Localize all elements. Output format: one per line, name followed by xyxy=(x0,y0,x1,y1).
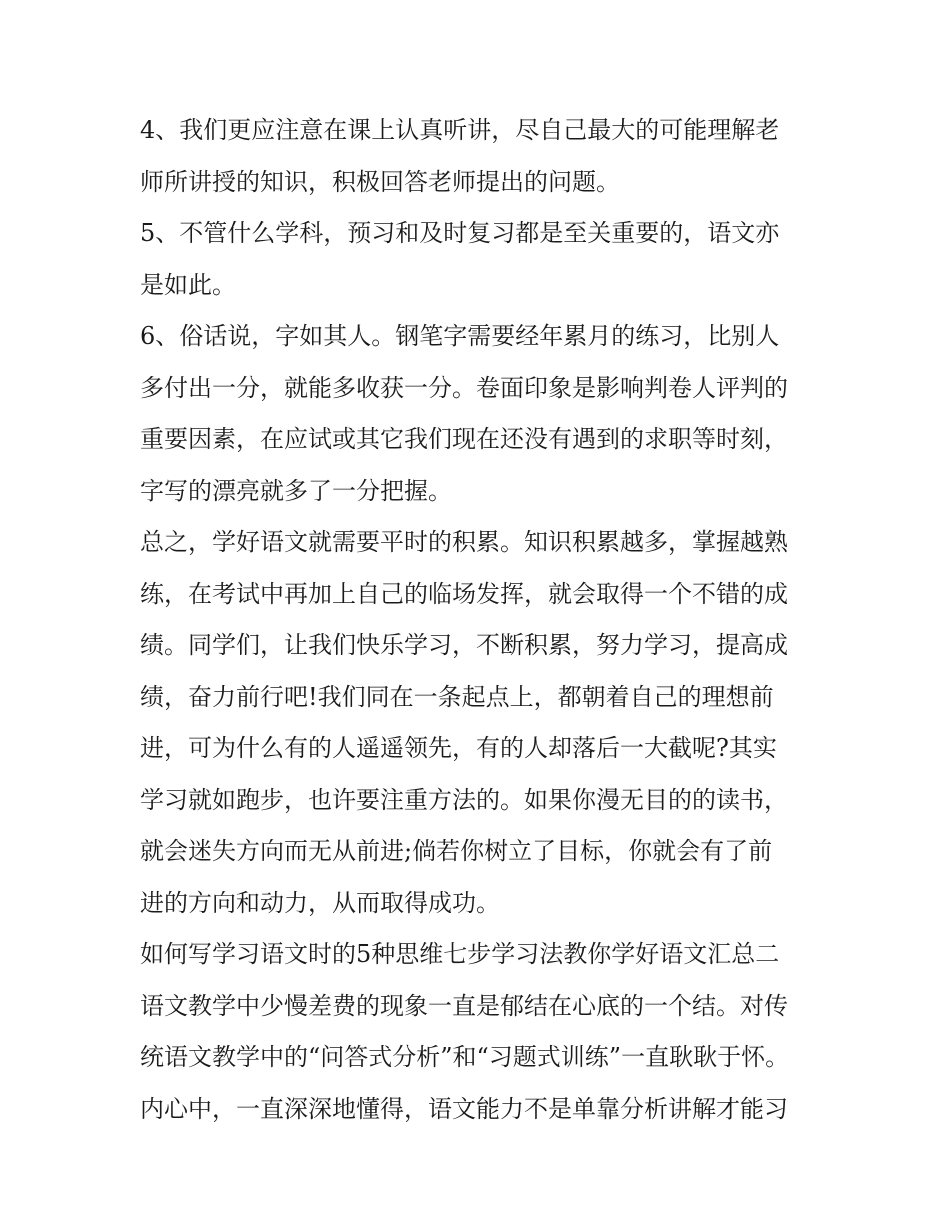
text-line: 6、俗话说，字如其人。钢笔字需要经年累月的练习，比别人 xyxy=(140,322,780,350)
text-line: 内心中，一直深深地懂得，语文能力不是单靠分析讲解才能习 xyxy=(140,1094,788,1123)
text-line: 统语文教学中的“问答式分析”和“习题式训练”一直耿耿于怀。 xyxy=(140,1043,790,1071)
document-body xyxy=(140,105,830,1135)
text-line: 字写的漂亮就多了一分把握。 xyxy=(140,476,452,505)
text-line: 学习就如跑步，也许要注重方法的。如果你漫无目的的读书， xyxy=(140,785,788,814)
text-line: 是如此。 xyxy=(140,270,236,299)
text-line: 绩，奋力前行吧!我们同在一条起点上，都朝着自己的理想前 xyxy=(140,682,774,711)
text-line: 语文教学中少慢差费的现象一直是郁结在心底的一个结。对传 xyxy=(140,991,788,1020)
text-line: 师所讲授的知识，积极回答老师提出的问题。 xyxy=(140,167,620,196)
text-line: 重要因素，在应试或其它我们现在还没有遇到的求职等时刻， xyxy=(140,425,788,453)
text-line: 就会迷失方向而无从前进;倘若你树立了目标，你就会有了前 xyxy=(140,837,773,865)
text-line: 4、我们更应注意在课上认真听讲，尽自己最大的可能理解老 xyxy=(140,116,780,144)
text-line: 绩。同学们，让我们快乐学习，不断积累，努力学习，提高成 xyxy=(140,631,788,659)
text-line: 多付出一分，就能多收获一分。卷面印象是影响判卷人评判的 xyxy=(140,373,788,402)
text-line: 5、不管什么学科，预习和及时复习都是至关重要的，语文亦 xyxy=(140,219,780,247)
text-line: 练，在考试中再加上自己的临场发挥，就会取得一个不错的成 xyxy=(140,579,788,608)
text-line: 进，可为什么有的人遥遥领先，有的人却落后一大截呢?其实 xyxy=(140,734,777,762)
text-line: 如何写学习语文时的5种思维七步学习法教你学好语文汇总二 xyxy=(140,940,780,968)
text-line: 进的方向和动力，从而取得成功。 xyxy=(140,888,500,917)
text-line: 总之，学好语文就需要平时的积累。知识积累越多，掌握越熟 xyxy=(140,528,788,556)
